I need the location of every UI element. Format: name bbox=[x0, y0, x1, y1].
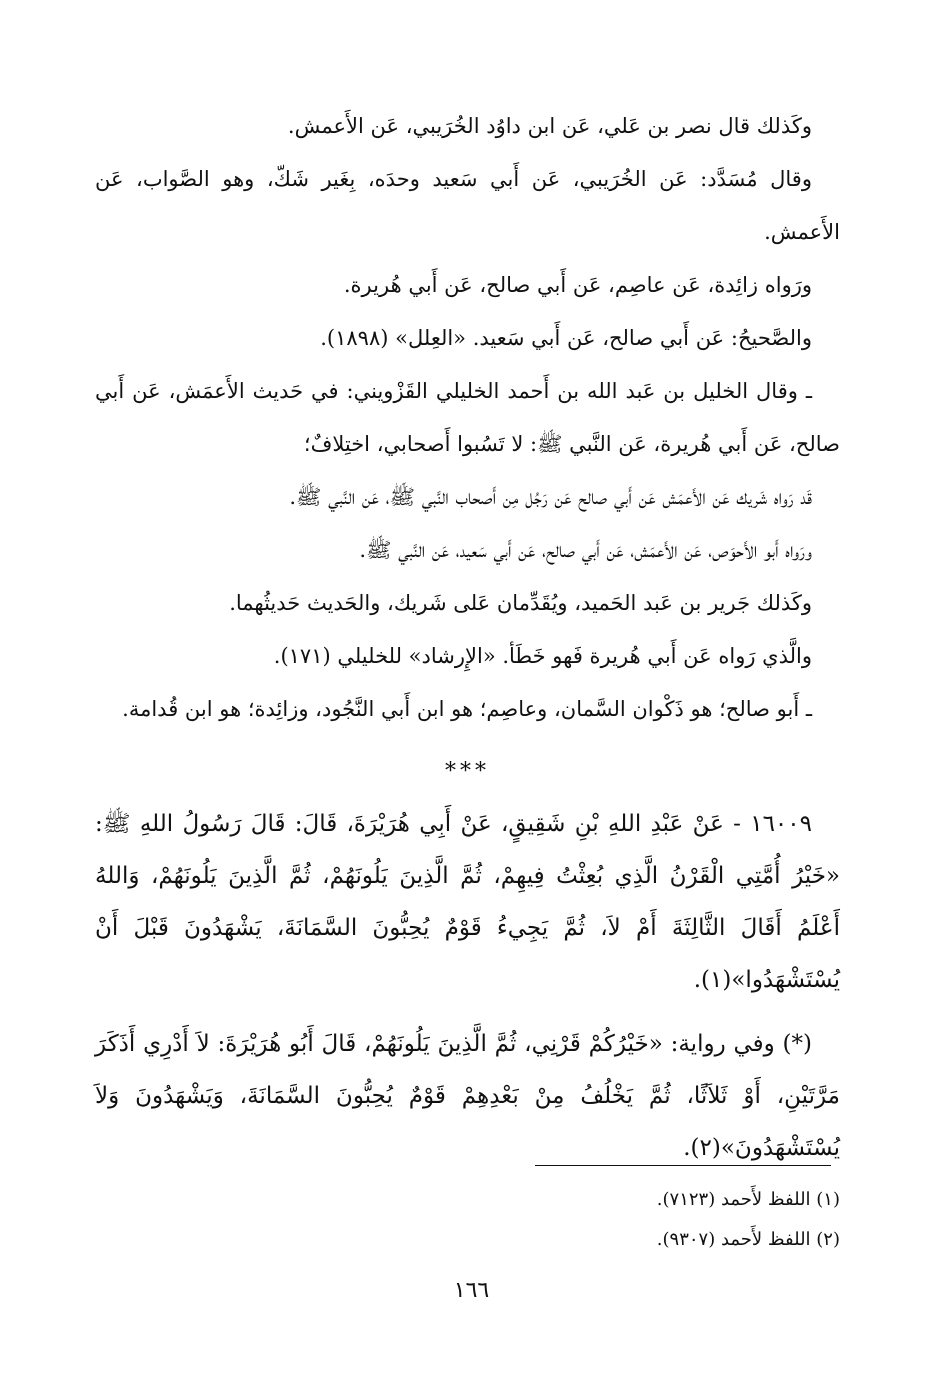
footnote-separator bbox=[535, 1165, 831, 1166]
footnote: (١) اللفظ لأَحمد (٧١٢٣). bbox=[656, 1189, 840, 1210]
paragraph: ورَواه أَبو الأَحوَص، عَن الأَعمَش، عَن أَبي صالح، عَن أَبي سَعيد، عَن النَّبي ﷺ. bbox=[359, 538, 812, 562]
paragraph: والَّذي رَواه عَن أَبي هُريرة فَهو خَطَأ. «الإِرشاد» للخليلي (١٧١). bbox=[273, 644, 812, 668]
paragraph: ورَواه زائِدة، عَن عاصِم، عَن أَبي صالح، عَن أَبي هُريرة. bbox=[343, 273, 812, 297]
paragraph: ـ وقال الخليل بن عَبد الله بن أَحمد الخليلي القَزْويني: في حَديث الأَعمَش، عَن أَبي صالح، عَن أَبي هُريرة، عَن النَّبي ﷺ: لا تَسُبوا أَصحابي، اختِلافٌ؛ bbox=[95, 379, 840, 456]
paragraph: والصَّحيحُ: عَن أَبي صالح، عَن أَبي سَعيد. «العِلل» (١٨٩٨). bbox=[320, 326, 812, 350]
paragraph: وكَذلك جَرير بن عَبد الحَميد، ويُقَدِّمان عَلى شَريك، والحَديث حَديثُهما. bbox=[229, 591, 812, 615]
paragraph: وقال مُسَدَّد: عَن الخُرَيبي، عَن أَبي سَعيد وحدَه، بِغَير شَكّ، وهو الصَّواب، عَن الأَعمش. bbox=[95, 167, 840, 244]
page-number: ١٦٦ bbox=[453, 1278, 490, 1303]
paragraph: قَد رَواه شَريك عَن الأَعمَش عَن أَبي صالح عَن رَجُل مِن أَصحاب النَّبي ﷺ، عَن النَّبي ﷺ. bbox=[289, 485, 812, 509]
hadith-variant: (*) وفي رواية: «خَيْرُكُمْ قَرْنِي، ثُمَّ الَّذِينَ يَلُونَهُمْ، قَالَ أَبُو هُرَيْرَةَ: لاَ أَدْرِي أَذَكَرَ مَرَّتَيْنِ، أَوْ ثَلاَثًا، ثُمَّ يَخْلُفُ مِنْ بَعْدِهِمْ قَوْمٌ يُحِبُّونَ السَّمَانَةَ، وَيَشْهَدُونَ وَلاَ يُسْتَشْهَدُونَ»(٢). bbox=[95, 1031, 840, 1161]
paragraph: وكَذلك قال نصر بن عَلي، عَن ابن داوُد الخُرَيبي، عَن الأَعمش. bbox=[287, 114, 812, 138]
page-body bbox=[95, 100, 840, 1174]
footnote: (٢) اللفظ لأَحمد (٩٣٠٧). bbox=[656, 1229, 840, 1250]
footnotes bbox=[95, 1180, 840, 1260]
paragraph: ـ أَبو صالح؛ هو ذَكْوان السَّمان، وعاصِم؛ هو ابن أَبي النَّجُود، وزائِدة؛ هو ابن قُدامة. bbox=[122, 697, 812, 721]
section-separator: *** bbox=[445, 759, 490, 784]
hadith-text: ١٦٠٠٩ - عَنْ عَبْدِ اللهِ بْنِ شَقِيقٍ، عَنْ أَبِي هُرَيْرَةَ، قَالَ: قَالَ رَسُولُ اللهِ ﷺ: «خَيْرُ أُمَّتِي الْقَرْنُ الَّذِي بُعِثْتُ فِيهِمْ، ثُمَّ الَّذِينَ يَلُونَهُمْ، ثُمَّ الَّذِينَ يَلُونَهُمْ، وَاللهُ أَعْلَمُ أَقَالَ الثَّالِثَةَ أَمْ لاَ، ثُمَّ يَجِيءُ قَوْمٌ يُحِبُّونَ السَّمَانَةَ، يَشْهَدُونَ قَبْلَ أَنْ يُسْتَشْهَدُوا»(١). bbox=[95, 811, 840, 993]
